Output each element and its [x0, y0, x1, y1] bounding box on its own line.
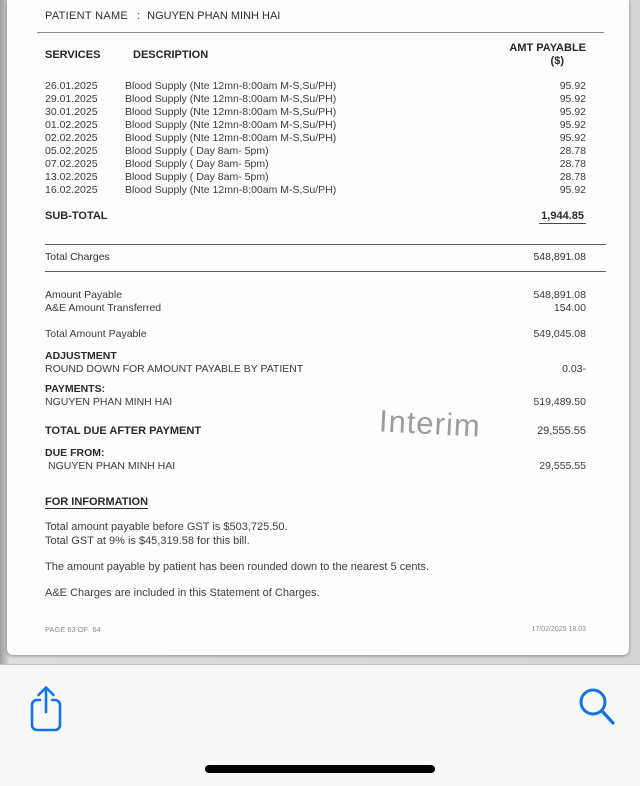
- subtotal-amount: 1,944.85: [541, 210, 584, 222]
- service-date: 30.01.2025: [45, 106, 98, 118]
- subtotal-label: SUB-TOTAL: [45, 210, 108, 222]
- total-due-row: [37, 425, 586, 438]
- service-amount: 28.78: [559, 171, 586, 183]
- table-column-headers: [37, 42, 586, 68]
- service-description: Blood Supply ( Day 8am- 5pm): [125, 171, 269, 183]
- payments-block: [37, 383, 586, 409]
- search-icon: [576, 686, 618, 730]
- total-amount-payable-label: Total Amount Payable: [45, 328, 147, 340]
- info-line-gst-amount: Total GST at 9% is $45,319.58 for this bill.: [45, 535, 250, 547]
- total-amount-payable-amount: 549,045.08: [533, 328, 586, 340]
- service-description: Blood Supply (Nte 12mn-8:00am M-S,Su/PH): [125, 93, 337, 105]
- service-date: 02.02.2025: [45, 132, 98, 144]
- table-row: [37, 171, 586, 184]
- table-row: [37, 106, 586, 119]
- ae-transferred-label: A&E Amount Transferred: [45, 302, 162, 314]
- description-column-header: DESCRIPTION: [133, 48, 209, 61]
- patient-name-value: NGUYEN PHAN MINH HAI: [147, 10, 281, 22]
- payments-amount: 519,489.50: [533, 396, 586, 408]
- service-description: Blood Supply (Nte 12mn-8:00am M-S,Su/PH): [125, 132, 337, 144]
- adjustment-block: [37, 350, 586, 376]
- total-charges-row: [37, 245, 586, 271]
- service-description: Blood Supply (Nte 12mn-8:00am M-S,Su/PH): [125, 106, 337, 118]
- service-amount: 95.92: [559, 132, 586, 144]
- service-description: Blood Supply (Nte 12mn-8:00am M-S,Su/PH): [125, 80, 337, 92]
- table-row: [37, 158, 586, 171]
- page-number: PAGE 63 OF 64: [45, 625, 101, 634]
- service-amount: 28.78: [559, 145, 586, 157]
- patient-name-separator: :: [137, 10, 141, 22]
- adjustment-label: ADJUSTMENT: [45, 350, 117, 362]
- payments-label: PAYMENTS:: [45, 383, 106, 395]
- ae-transferred-row: [37, 302, 586, 315]
- table-row: [37, 93, 586, 106]
- service-amount: 95.92: [559, 106, 586, 118]
- table-row: [37, 132, 586, 145]
- share-icon: [27, 682, 65, 736]
- service-amount: 28.78: [559, 158, 586, 170]
- service-date: 26.01.2025: [45, 80, 98, 92]
- document-page: [7, 0, 629, 655]
- ae-transferred-amount: 154.00: [553, 302, 586, 314]
- adjustment-amount: 0.03-: [562, 363, 586, 375]
- due-from-row: [37, 460, 586, 473]
- home-indicator[interactable]: [205, 765, 435, 773]
- table-row: [37, 119, 586, 132]
- service-date: 16.02.2025: [45, 184, 98, 196]
- patient-name-label: PATIENT NAME: [45, 10, 129, 22]
- payments-payer: NGUYEN PHAN MINH HAI: [45, 396, 173, 408]
- service-date: 13.02.2025: [45, 171, 98, 183]
- table-row: [37, 145, 586, 158]
- service-rows: [37, 80, 586, 197]
- total-amount-payable-row: [37, 328, 586, 341]
- service-description: Blood Supply ( Day 8am- 5pm): [125, 145, 269, 157]
- table-row: [37, 184, 586, 197]
- service-description: Blood Supply ( Day 8am- 5pm): [125, 158, 269, 170]
- total-charges-amount: 548,891.08: [533, 251, 586, 263]
- total-charges-label: Total Charges: [45, 251, 110, 263]
- table-row: [37, 80, 586, 93]
- search-button[interactable]: [576, 686, 618, 730]
- amount-payable-block: [37, 289, 586, 315]
- amount-payable-amount: 548,891.08: [533, 289, 586, 301]
- print-timestamp: 17/02/2025 18.03: [531, 626, 586, 633]
- info-line-rounding: The amount payable by patient has been rounded down to the nearest 5 cents.: [45, 561, 430, 573]
- amount-column-header: [466, 42, 586, 68]
- service-date: 05.02.2025: [45, 145, 98, 157]
- amount-payable-row: [37, 289, 586, 302]
- service-amount: 95.92: [559, 93, 586, 105]
- subtotal-row: [37, 210, 586, 223]
- total-due-amount: 29,555.55: [537, 425, 586, 437]
- amount-payable-label: Amount Payable: [45, 289, 123, 301]
- service-description: Blood Supply (Nte 12mn-8:00am M-S,Su/PH): [125, 184, 337, 196]
- service-date: 29.01.2025: [45, 93, 98, 105]
- due-from-payer: NGUYEN PHAN MINH HAI: [48, 460, 176, 472]
- total-due-label: TOTAL DUE AFTER PAYMENT: [45, 425, 202, 437]
- for-information-heading: FOR INFORMATION: [45, 496, 149, 508]
- divider: [45, 271, 606, 272]
- service-amount: 95.92: [559, 80, 586, 92]
- adjustment-row: [37, 363, 586, 376]
- patient-name-line: [37, 6, 604, 33]
- amount-header-line2: ($): [550, 55, 564, 67]
- amount-header-line1: AMT PAYABLE: [509, 42, 586, 54]
- interim-watermark: Interim: [378, 403, 482, 444]
- for-information-section: [37, 496, 586, 509]
- service-description: Blood Supply (Nte 12mn-8:00am M-S,Su/PH): [125, 119, 337, 131]
- service-amount: 95.92: [559, 119, 586, 131]
- adjustment-sublabel: ROUND DOWN FOR AMOUNT PAYABLE BY PATIENT: [45, 363, 304, 375]
- info-line-gst-before: Total amount payable before GST is $503,725.50.: [45, 521, 288, 533]
- viewer-toolbar: [0, 664, 640, 786]
- share-button[interactable]: [27, 682, 65, 736]
- due-from-label: DUE FROM:: [45, 447, 105, 459]
- service-date: 01.02.2025: [45, 119, 98, 131]
- service-date: 07.02.2025: [45, 158, 98, 170]
- due-from-amount: 29,555.55: [539, 460, 586, 472]
- info-line-ae-charges: A&E Charges are included in this Statement of Charges.: [45, 587, 320, 599]
- services-column-header: SERVICES: [45, 48, 101, 61]
- due-from-block: [37, 447, 586, 473]
- payments-row: [37, 396, 586, 409]
- service-amount: 95.92: [559, 184, 586, 196]
- document-footer: [37, 623, 586, 636]
